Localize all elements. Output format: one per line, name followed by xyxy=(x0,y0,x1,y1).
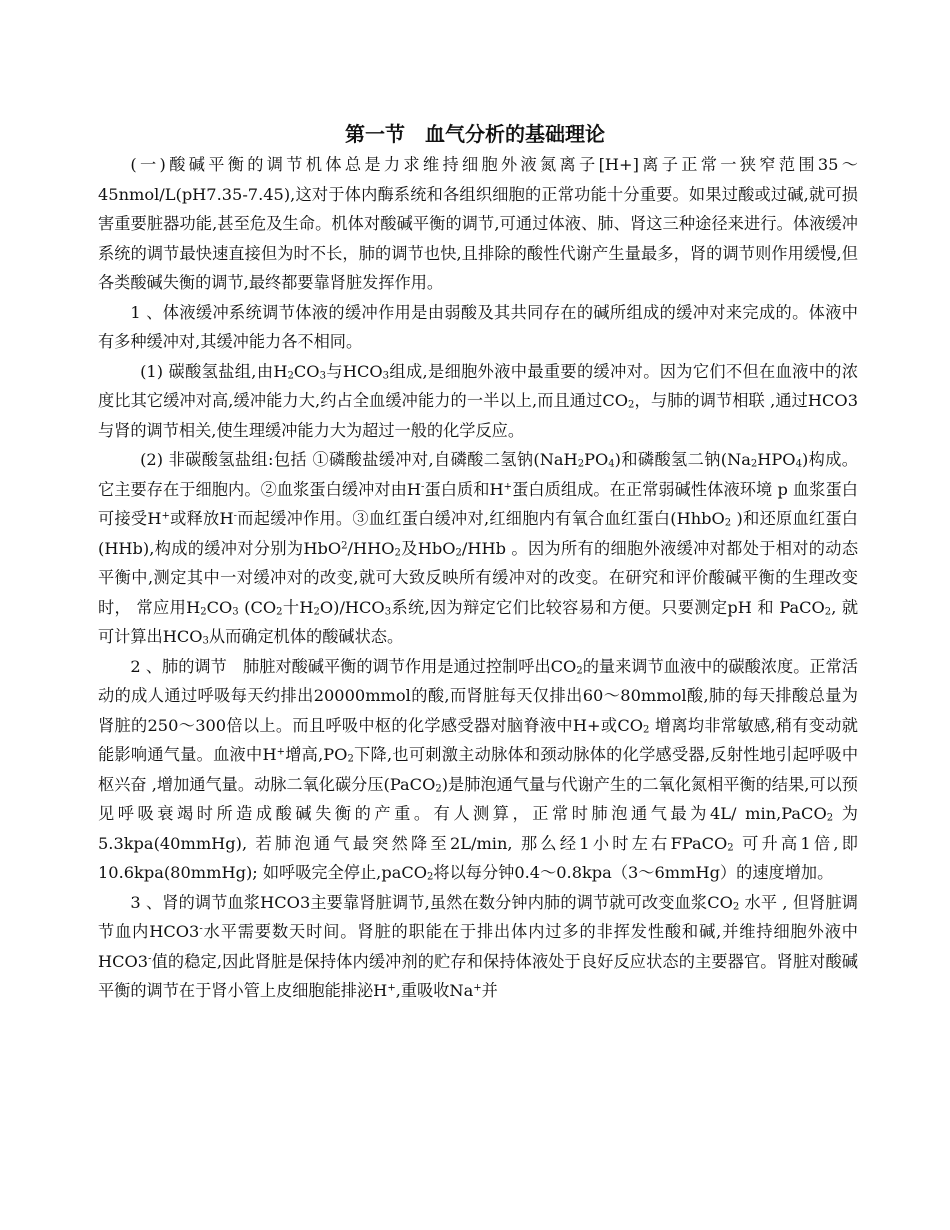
section-title: 第一节 血气分析的基础理论 xyxy=(345,122,605,146)
paragraph-non-bicarbonate-group: (2) 非碳酸氢盐组:包括 ①磷酸盐缓冲对,自磷酸二氢钠$(NaH_2PO_4)$和磷酸氢二钠$(Na_2HPO_4)$构成。它主要存在于细胞内。②血浆蛋白缓冲对由H-蛋白质和H+蛋白质组成。在正常弱碱性体液环境 p 血浆蛋白可接受H+或释放H-而起缓冲作用。③血红蛋白缓冲对,红细胞内有氧合血红蛋白(HhbO$_2$ )和还原血红蛋白(HHb),构成的缓冲对分别为$HbO^2/HHO_2$及HbO$_2$/HHb 。因为所有的细胞外液缓冲对都处于相对的动态平衡中,测定其中一对缓冲对的改变,就可大致反映所有缓冲对的改变。在研究和评价酸碱平衡的生理改变时， 常应用$H_2CO_3$ ($CO_2$十$H_2O)/HCO_3$系统,因为辩定它们比较容易和方便。只要测定pH 和 PaCO$_2$, 就可计算出$HCO_3$从而确定机体的酸碱状态。 xyxy=(98,450,859,647)
paragraph-kidney-regulation: 3 、肾的调节血浆HCO3主要靠肾脏调节,虽然在数分钟内肺的调节就可改变血浆$CO_2$ 水平 , 但肾脏调节血内HCO3-水平需要数天时间。肾脏的职能在于排出体内过多的非挥发性酸和碱,并维持细胞外液中HCO3-值的稳定,因此肾脏是保持体内缓冲剂的贮存和保持体液处于良好反应状态的主要器官。肾脏对酸碱平衡的调节在于肾小管上皮细胞能排泌H+,重吸收Na+并 xyxy=(98,892,858,1000)
body-text xyxy=(98,150,858,1006)
paragraph-body-fluid-buffer: 1 、体液缓冲系统调节体液的缓冲作用是由弱酸及其共同存在的碱所组成的缓冲对来完成的。体液中有多种缓冲对,其缓冲能力各不相同。 xyxy=(98,302,858,351)
paragraph-lung-regulation: 2 、肺的调节 肺脏对酸碱平衡的调节作用是通过控制呼出$CO_2$的量来调节血液中的碳酸浓度。正常活动的成人通过呼吸每天约排出20000mmol的酸,而肾脏每天仅排出60～80mmol酸,肺的每天排酸总量为肾脏的250～300倍以上。而且呼吸中枢的化学感受器对脑脊液中H+或$CO_2$ 增离均非常敏感,稍有变动就能影响通气量。血液中H+增高$,PO_2$下降,也可刺激主动脉体和颈动脉体的化学感受器,反射性地引起呼吸中枢兴奋 ,增加通气量。动脉二氧化碳分压(PaCO$_2$)是肺泡通气量与代谢产生的二氧化氮相平衡的结果,可以预见呼吸衰竭时所造成酸碱失衡的产重。有人测算，正常时肺泡通气最为4L/ min,PaCO$_2$ 为5.3kpa(40mmHg), 若肺泡通气最突然降至2L/min, 那么经1小时左右FPaCO$_2$ 可升高1倍,即10.6kpa(80mmHg); 如呼吸完全停止,paCO$_2$将以每分钟0.4～0.8kpa（3～6mmHg）的速度增加。 xyxy=(98,656,859,883)
paragraph-acid-base-regulation: (一)酸碱平衡的调节机体总是力求维持细胞外液氮离子[H+]离子正常一狭窄范围35～45nmol/L(pH7.35-7.45),这对于体内酶系统和各组织细胞的正常功能十分重要。如果过酸或过碱,就可损害重要脏器功能,甚至危及生命。机体对酸碱平衡的调节,可通过体液、肺、肾这三种途径来进行。体液缓冲系统的调节最快速直接但为时不长，肺的调节也快,且排除的酸性代谢产生量最多，肾的调节则作用缓慢,但各类酸碱失衡的调节,最终都要靠肾脏发挥作用。 xyxy=(98,155,858,292)
paragraph-bicarbonate-group: (1) 碳酸氢盐组,由$H_2CO_3$与$HCO_3$组成,是细胞外液中最重要的缓冲对。因为它们不但在血液中的浓度比其它缓冲对高,缓冲能力大,约占全血缓冲能力的一半以上,而且通过$CO_2$，与肺的调节相联 ,通过HCO3与肾的调节相关,使生理缓冲能力大为超过一般的化学反应。 xyxy=(98,361,859,440)
